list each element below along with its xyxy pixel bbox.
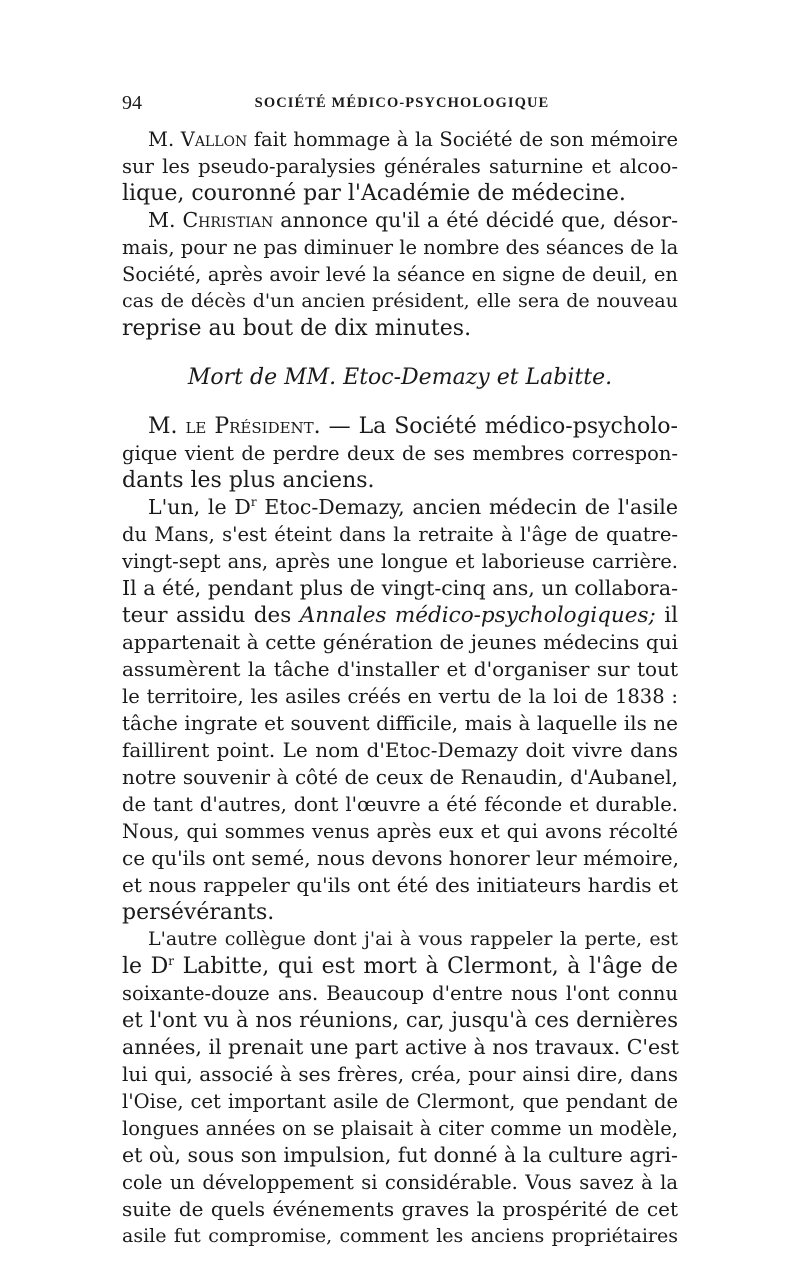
speaker-name: M. Christian (148, 208, 274, 232)
text-line: appartenait à cette génération de jeunes médecins qui (122, 630, 678, 654)
text-line: gique vient de perdre deux de ses membres correspon- (122, 442, 678, 465)
spacer (122, 342, 678, 364)
text-line: Société, après avoir levé la séance en signe de deuil, en (122, 263, 678, 286)
text-line: assumèrent la tâche d'installer et d'organiser sur tout (122, 657, 678, 681)
superscript: r (168, 954, 175, 968)
text-line: tâche ingrate et souvent difficile, mais à laquelle ils ne (122, 711, 678, 735)
text-line: Il a été, pendant plus de vingt-cinq ans, un collabora- (122, 576, 678, 600)
text-line: teur assidu des Annales médico-psychologiques; il (122, 603, 678, 628)
text-line: et l'ont vu à nos réunions, car, jusqu'à ces dernières (122, 1008, 678, 1032)
speaker-name: M. Vallon (148, 128, 248, 151)
text-line: M. Vallon fait hommage à la Société de son mémoire (148, 128, 678, 151)
superscript: r (250, 495, 257, 509)
paragraph-etoc-demazy (122, 494, 678, 926)
text-line: faillirent point. Le nom d'Etoc-Demazy doit vivre dans (122, 738, 678, 762)
text-line: dants les plus anciens. (122, 468, 375, 493)
spacer (122, 391, 678, 413)
text-line: cas de décès d'un ancien président, elle sera de nouveau (122, 290, 678, 312)
text-line: suite de quels événements graves la prospérité de cet (122, 1197, 678, 1221)
text-line: du Mans, s'est éteint dans la retraite à l'âge de quatre- (122, 523, 678, 546)
text-line: notre souvenir à côté de ceux de Renaudin, d'Aubanel, (122, 765, 678, 789)
text-line: sur les pseudo-paralysies générales saturnine et alcoo- (122, 155, 678, 178)
text-line: longues années on se plaisait à citer comme un modèle, (122, 1117, 678, 1140)
text-line: le territoire, les asiles créés en vertu de la loi de 1838 : (122, 685, 678, 708)
section-title: Mort de MM. Etoc-Demazy et Labitte. (187, 365, 613, 390)
text-line: le $D^r$ Labitte, qui est mort à Clermont, à l'âge de (122, 954, 678, 979)
text-line: vingt-sept ans, après une longue et laborieuse carrière. (122, 550, 678, 573)
text-line: lique, couronné par l'Académie de médecine. (122, 181, 626, 206)
journal-title: Annales médico-psychologiques; (299, 603, 656, 628)
page-header (122, 92, 682, 116)
body-text (122, 126, 678, 1250)
text-line: reprise au bout de dix minutes. (122, 316, 472, 341)
running-head: SOCIÉTÉ MÉDICO-PSYCHOLOGIQUE (254, 95, 550, 111)
speaker-name: M. le Président. (148, 414, 321, 439)
text-line: cole un développement si considérable. Vous savez à la (122, 1171, 678, 1194)
paragraph-vallon (122, 126, 678, 207)
text-line: lui qui, associé à ses frères, créa, pour ainsi dire, dans (122, 1062, 678, 1086)
text-line: et nous rappeler qu'ils ont été des initiateurs hardis et (122, 873, 678, 897)
text-line: M. le Président. — La Société médico-psycholo- (148, 414, 678, 439)
text-line: ce qu'ils ont semé, nous devons honorer leur mémoire, (122, 846, 679, 870)
text-line: mais, pour ne pas diminuer le nombre des séances de la (122, 236, 679, 259)
text-line: et où, sous son impulsion, fut donné à la culture agri- (122, 1143, 678, 1167)
text-line: persévérants. (122, 900, 275, 925)
text-line: Nous, qui sommes venus après eux et qui avons récolté (122, 820, 678, 843)
text-line: asile fut compromise, comment les anciens propriétaires (122, 1225, 678, 1247)
paragraph-president (122, 413, 678, 494)
text-line: M. Christian annonce qu'il a été décidé que, désor- (148, 208, 678, 232)
text-line: l'Oise, cet important asile de Clermont, que pendant de (122, 1090, 678, 1113)
page-number: 94 (122, 92, 142, 114)
paragraph-labitte (122, 926, 678, 1250)
text-line: de tant d'autres, dont l'œuvre a été féconde et durable. (122, 793, 678, 816)
paragraph-christian (122, 207, 678, 342)
text-line: années, il prenait une part active à nos travaux. C'est (122, 1035, 679, 1059)
text-line: soixante-douze ans. Beaucoup d'entre nous l'ont connu (122, 982, 678, 1005)
text-line: L'un, le $D^r$ Etoc-Demazy, ancien médecin de l'asile (148, 495, 678, 519)
text-line: L'autre collègue dont j'ai à vous rappeler la perte, est (148, 928, 678, 950)
